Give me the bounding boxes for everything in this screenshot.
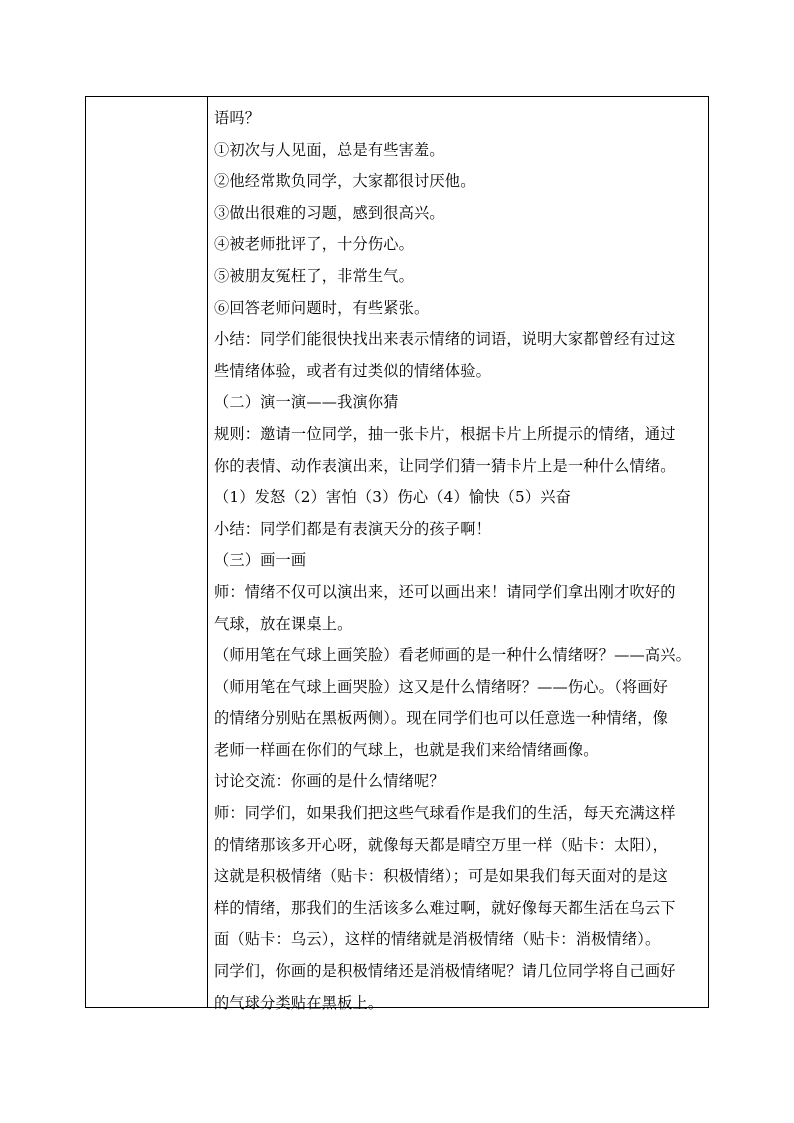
- text-line: 气球，放在课桌上。: [214, 614, 353, 633]
- text-line: 师：情绪不仅可以演出来，还可以画出来！请同学们拿出刚才吹好的: [214, 582, 676, 601]
- text-line: 面（贴卡：乌云），这样的情绪就是消极情绪（贴卡：消极情绪）。: [214, 930, 661, 949]
- text-line: ①初次与人见面，总是有些害羞。: [214, 140, 445, 159]
- text-line: 讨论交流：你画的是什么情绪呢？: [214, 772, 445, 791]
- table-left-cell: [86, 97, 208, 1007]
- text-line: ⑥回答老师问题时，有些紧张。: [214, 298, 430, 317]
- text-line: ③做出很难的习题，感到很高兴。: [214, 203, 445, 222]
- text-line: 这就是积极情绪（贴卡：积极情绪）；可是如果我们每天面对的是这: [214, 867, 669, 886]
- lesson-table: [85, 96, 709, 1012]
- text-line: （师用笔在气球上画哭脸）这又是什么情绪呀？——伤心。（将画好: [214, 677, 669, 696]
- text-line: 的情绪那该多开心呀，就像每天都是晴空万里一样（贴卡：太阳），: [214, 835, 669, 854]
- text-line: （二）演一演——我演你猜: [214, 393, 399, 412]
- text-line: （1）发怒（2）害怕（3）伤心（4）愉快（5）兴奋: [214, 488, 572, 507]
- text-line: ④被老师批评了，十分伤心。: [214, 235, 415, 254]
- text-line: ②他经常欺负同学，大家都很讨厌他。: [214, 172, 476, 191]
- table-content-cell: [208, 97, 708, 1012]
- text-line: 同学们，你画的是积极情绪还是消极情绪呢？请几位同学将自己画好: [214, 962, 676, 981]
- text-line: （三）画一画: [214, 551, 307, 570]
- text-line: 小结：同学们能很快找出来表示情绪的词语，说明大家都曾经有过这: [214, 330, 676, 349]
- text-line: 些情绪体验，或者有过类似的情绪体验。: [214, 361, 491, 380]
- text-line: 老师一样画在你们的气球上，也就是我们来给情绪画像。: [214, 740, 599, 759]
- text-line: 规则：邀请一位同学，抽一张卡片，根据卡片上所提示的情绪，通过: [214, 424, 676, 443]
- text-line: 你的表情、动作表演出来，让同学们猜一猜卡片上是一种什么情绪。: [214, 456, 676, 475]
- text-line: ⑤被朋友冤枉了，非常生气。: [214, 266, 415, 285]
- text-line: 小结：同学们都是有表演天分的孩子啊！: [214, 519, 491, 538]
- text-line: 语吗？: [214, 109, 261, 127]
- text-line: 的气球分类贴在黑板上。: [214, 993, 384, 1012]
- text-line: 样的情绪，那我们的生活该多么难过啊，就好像每天都生活在乌云下: [214, 898, 676, 917]
- text-line: 师：同学们，如果我们把这些气球看作是我们的生活，每天充满这样: [214, 804, 676, 823]
- text-line: 的情绪分别贴在黑板两侧）。现在同学们也可以任意选一种情绪，像: [214, 709, 669, 728]
- text-line: （师用笔在气球上画笑脸）看老师画的是一种什么情绪呀？——高兴。: [214, 646, 692, 665]
